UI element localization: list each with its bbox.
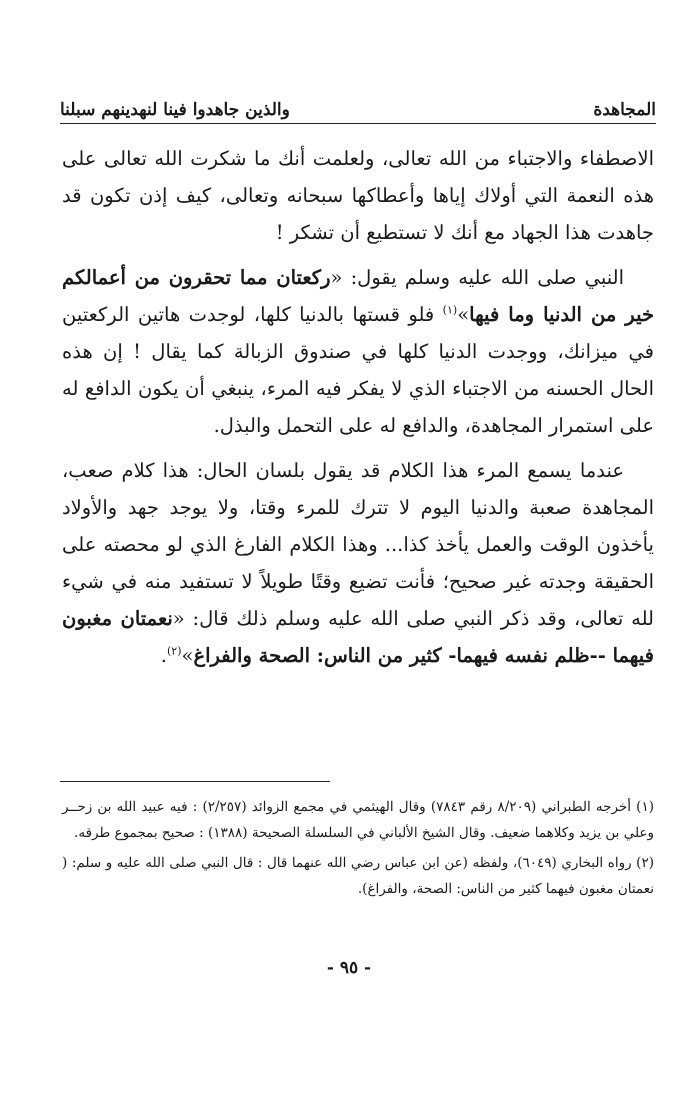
hadith-quote-1: ركعتان مما تحقرون من أعمالكم خير من الدنيا وما فيها xyxy=(62,266,655,326)
paragraph-2 xyxy=(62,259,654,444)
hadith-quote-2: نعمتان مغبون فيهما --ظلم نفسه فيهما- كثير من الناس: الصحة والفراغ xyxy=(62,607,654,667)
footnote-rule xyxy=(60,781,330,782)
header-rule xyxy=(60,123,656,124)
paragraph-3 xyxy=(62,452,654,674)
page-number: - ٩٥ - xyxy=(326,958,372,978)
footnote-1: (١) أخرجه الطبراني (٨/٢٠٩ رقم ٧٨٤٣) وقال الهيثمي في مجمع الزوائد (٢/٢٥٧) : فيه عبيد الله بن زحــر وعلي بن يزيد وكلاهما ضعيف. وقال الشيخ الألباني في السلسلة الصحيحة (١٣٨٨) : صحيح بمجموع طرقه. xyxy=(62,799,654,841)
header-section-title: المجاهدة xyxy=(593,100,656,120)
paragraph-3-end: . xyxy=(160,644,167,667)
header-verse: والذين جاهدوا فينا لنهدينهم سبلنا xyxy=(60,100,290,120)
footnotes xyxy=(62,794,654,906)
quote-close-1: » xyxy=(457,303,470,326)
paragraph-3-body: عندما يسمع المرء هذا الكلام قد يقول بلسان الحال: هذا كلام صعب، المجاهدة صعبة والدنيا اليوم لا تترك للمرء وقتا، ولا يوجد جهد والأولاد يأخذون الوقت والعمل يأخذ كذا... وهذا الكلام الفارغ الذي لو محصته على الحقيقة وجدته غير صحيح؛ فأنت تضيع وقتًا طويلاً لا تستفيد منه في شيء لله تعالى، وقد ذكر النبي صلى الله عليه وسلم ذلك قال: « xyxy=(62,459,654,630)
quote-close-2: » xyxy=(181,644,194,667)
running-header xyxy=(60,86,656,120)
footnote-ref-2: (٢) xyxy=(166,644,182,658)
paragraph-2-intro: النبي صلى الله عليه وسلم يقول: « xyxy=(330,266,624,289)
paragraph-2-body: فلو قستها بالدنيا كلها، لوجدت هاتين الركعتين في ميزانك، ووجدت الدنيا كلها في صندوق الزبالة كما يقال ! إن هذه الحال الحسنه من الاجتباء الذي لا يفكر فيه المرء، ينبغي أن يكون الدافع له على استمرار المجاهدة، والدافع له على التحمل والبذل. xyxy=(62,303,654,437)
footnote-2: (٢) رواه البخاري (٦٠٤٩)، ولفظه (عن ابن عباس رضي الله عنهما قال : قال النبي صلى الله عليه و سلم: ( نعمتان مغبون فيهما كثير من الناس: الصحة، والفراغ). xyxy=(62,855,654,897)
paragraph-1: الاصطفاء والاجتباء من الله تعالى، ولعلمت أنك ما شكرت الله تعالى على هذه النعمة التي أولاك إياها وأعطاكها سبحانه وتعالى، كيف إذن تكون قد جاهدت هذا الجهاد مع أنك لا تستطيع أن تشكر ! xyxy=(62,147,654,244)
footnote-ref-1: (١) xyxy=(442,303,458,317)
main-text xyxy=(62,140,654,674)
